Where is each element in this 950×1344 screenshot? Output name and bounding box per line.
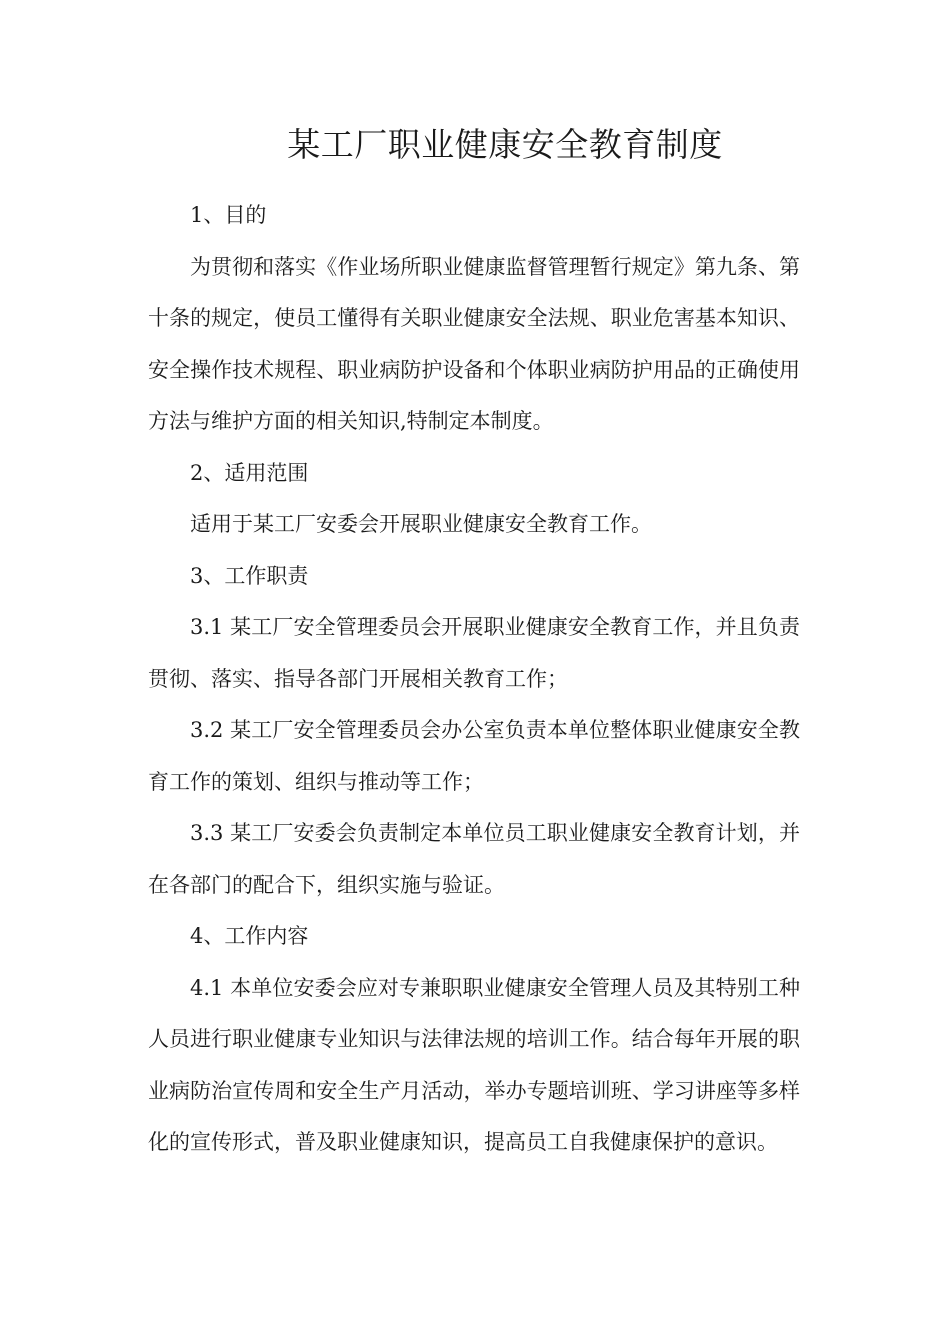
document-body — [148, 190, 800, 1169]
paragraph-work-content-4-1: 4.1 本单位安委会应对专兼职职业健康安全管理人员及其特别工种人员进行职业健康专业知识与法律法规的培训工作。结合每年开展的职业病防治宣传周和安全生产月活动，举办专题培训班、学习讲座等多样化的宣传形式，普及职业健康知识，提高员工自我健康保护的意识。 — [148, 975, 800, 1154]
paragraph-responsibility-3-2: 3.2 某工厂安全管理委员会办公室负责本单位整体职业健康安全教育工作的策划、组织与推动等工作； — [148, 718, 800, 794]
paragraph-responsibility-3-3: 3.3 某工厂安委会负责制定本单位员工职业健康安全教育计划，并在各部门的配合下，组织实施与验证。 — [148, 821, 800, 897]
section-heading-scope: 2、适用范围 — [190, 460, 309, 485]
paragraph-responsibility-3-1: 3.1 某工厂安全管理委员会开展职业健康安全教育工作，并且负责贯彻、落实、指导各部门开展相关教育工作； — [148, 615, 800, 691]
paragraph-scope: 适用于某工厂安委会开展职业健康安全教育工作。 — [190, 512, 652, 536]
section-heading-purpose: 1、目的 — [190, 203, 267, 227]
paragraph-purpose: 为贯彻和落实《作业场所职业健康监督管理暂行规定》第九条、第十条的规定，使员工懂得有关职业健康安全法规、职业危害基本知识、安全操作技术规程、职业病防护设备和个体职业病防护用品的正确使用方法与维护方面的相关知识,特制定本制度。 — [148, 254, 800, 433]
document-title: 某工厂职业健康安全教育制度 — [287, 125, 723, 164]
section-heading-responsibilities: 3、工作职责 — [190, 563, 309, 588]
section-heading-work-content: 4、工作内容 — [190, 924, 309, 948]
